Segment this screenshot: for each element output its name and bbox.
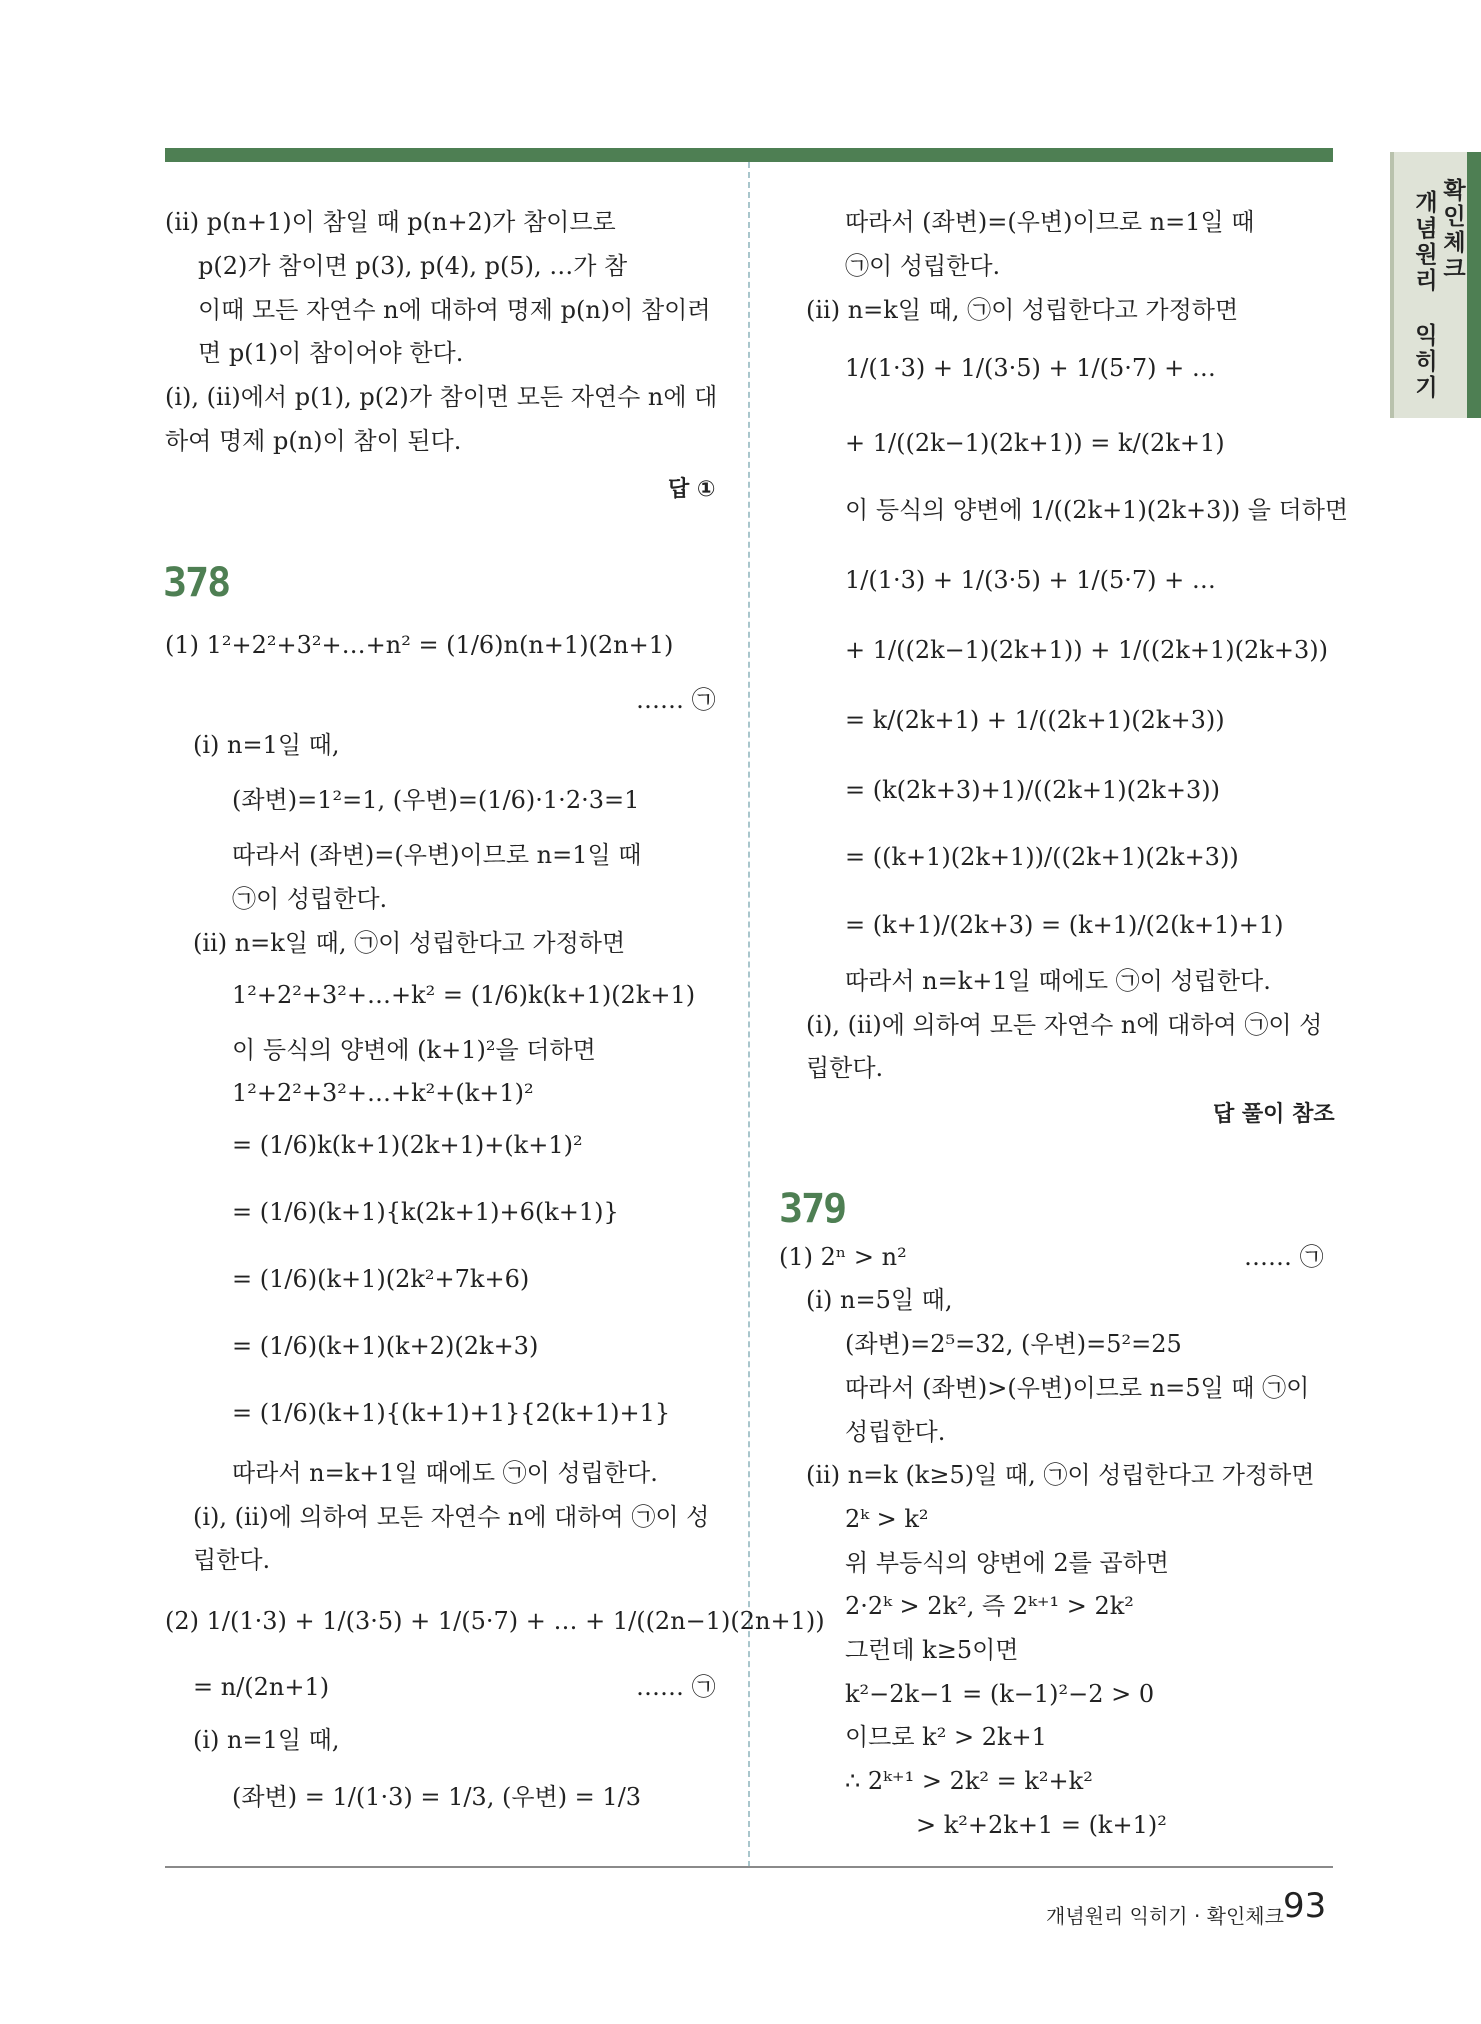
side-tab-main-label: 개념원리 익히기 (1411, 190, 1437, 401)
equation-line: 1²+2²+3²+…+k² = (1/6)k(k+1)(2k+1) (232, 981, 696, 1009)
equation-line: = (1/6)(k+1)(2k²+7k+6) (232, 1265, 530, 1293)
step-line: (ⅱ) n=k일 때, ㉠이 성립한다고 가정하면 (806, 296, 1239, 324)
equation-line: = (k+1)/(2k+3) = (k+1)/(2(k+1)+1) (845, 911, 1284, 939)
side-tab[interactable] (1390, 152, 1481, 418)
text-line: 그런데 k≥5이면 (845, 1636, 1019, 1664)
equation-line: = (1/6)(k+1){(k+1)+1}{2(k+1)+1} (232, 1399, 671, 1427)
text-line: ㉠이 성립한다. (232, 885, 388, 913)
equation-line: + 1/((2k−1)(2k+1)) = k/(2k+1) (845, 429, 1225, 457)
left-intro-line: p(2)가 참이면 p(3), p(4), p(5), …가 참 (198, 252, 628, 280)
equation-line: 1/(1·3) + 1/(3·5) + 1/(5·7) + … (845, 354, 1216, 382)
left-intro-line: 하여 명제 p(n)이 참이 된다. (165, 427, 462, 455)
text-line: 이 등식의 양변에 (k+1)²을 더하면 (232, 1036, 596, 1064)
side-tab-sub-label: 확인체크 (1439, 178, 1465, 282)
text-line: 따라서 (좌변)=(우변)이므로 n=1일 때 (232, 841, 642, 869)
equation-line: 1²+2²+3²+…+k²+(k+1)² (232, 1079, 534, 1107)
equation-line: > k²+2k+1 = (k+1)² (916, 1811, 1167, 1839)
equation-line: 2ᵏ > k² (845, 1505, 929, 1533)
bottom-rule (165, 1866, 1333, 1868)
problem-number: 379 (779, 1186, 846, 1232)
equation-tag: …… ㉠ (636, 1673, 716, 1701)
text-line: 립한다. (193, 1546, 271, 1574)
step-line: (ⅰ) n=1일 때, (193, 1726, 340, 1754)
equation-line: = (1/6)(k+1)(k+2)(2k+3) (232, 1332, 539, 1360)
problem-number: 378 (163, 560, 230, 606)
side-tab-stripe (1467, 152, 1481, 418)
answer-label: 답 풀이 참조 (1213, 1102, 1335, 1127)
text-line: 따라서 n=k+1일 때에도 ㉠이 성립한다. (232, 1459, 658, 1487)
answer-label: 답 ① (668, 477, 716, 502)
left-intro-line: (ⅱ) p(n+1)이 참일 때 p(n+2)가 참이므로 (165, 208, 616, 236)
equation-line: (좌변) = 1/(1·3) = 1/3, (우변) = 1/3 (232, 1783, 642, 1811)
equation-tag: …… ㉠ (1244, 1243, 1324, 1271)
equation-line: 1/(1·3) + 1/(3·5) + 1/(5·7) + … (845, 566, 1216, 594)
left-intro-line: (ⅰ), (ⅱ)에서 p(1), p(2)가 참이면 모든 자연수 n에 대 (165, 383, 718, 411)
equation-line: = k/(2k+1) + 1/((2k+1)(2k+3)) (845, 706, 1225, 734)
left-intro-line: 면 p(1)이 참이어야 한다. (198, 339, 464, 367)
equation-line: (좌변)=1²=1, (우변)=(1/6)·1·2·3=1 (232, 786, 640, 814)
text-line: 따라서 (좌변)>(우변)이므로 n=5일 때 ㉠이 (845, 1374, 1310, 1402)
equation-line: (좌변)=2⁵=32, (우변)=5²=25 (845, 1330, 1182, 1358)
text-line: 따라서 n=k+1일 때에도 ㉠이 성립한다. (845, 967, 1271, 995)
equation-line: ∴ 2ᵏ⁺¹ > 2k² = k²+k² (845, 1767, 1093, 1795)
step-line: (ⅱ) n=k (k≥5)일 때, ㉠이 성립한다고 가정하면 (806, 1461, 1315, 1489)
step-line: (ⅱ) n=k일 때, ㉠이 성립한다고 가정하면 (193, 929, 626, 957)
footer-label: 개념원리 익히기 · 확인체크 (1046, 1904, 1284, 1928)
equation-line: (1) 1²+2²+3²+…+n² = (1/6)n(n+1)(2n+1) (165, 631, 674, 659)
equation-line: = (1/6)(k+1){k(2k+1)+6(k+1)} (232, 1198, 619, 1226)
equation-tag: …… ㉠ (636, 686, 716, 714)
text-line: 위 부등식의 양변에 2를 곱하면 (845, 1549, 1169, 1577)
equation-line: = ((k+1)(2k+1))/((2k+1)(2k+3)) (845, 843, 1239, 871)
text-line: 립한다. (806, 1054, 884, 1082)
left-intro-line: 이때 모든 자연수 n에 대하여 명제 p(n)이 참이려 (198, 296, 711, 324)
top-rule (165, 148, 1333, 162)
step-line: (ⅰ) n=1일 때, (193, 731, 340, 759)
equation-line: k²−2k−1 = (k−1)²−2 > 0 (845, 1680, 1155, 1708)
text-line: 이 등식의 양변에 1/((2k+1)(2k+3)) 을 더하면 (845, 496, 1349, 524)
equation-line: = (k(2k+3)+1)/((2k+1)(2k+3)) (845, 776, 1220, 804)
equation-line: + 1/((2k−1)(2k+1)) + 1/((2k+1)(2k+3)) (845, 636, 1328, 664)
text-line: (ⅰ), (ⅱ)에 의하여 모든 자연수 n에 대하여 ㉠이 성 (806, 1011, 1323, 1039)
step-line: (ⅰ) n=5일 때, (806, 1286, 953, 1314)
text-line: ㉠이 성립한다. (845, 252, 1001, 280)
equation-line: = (1/6)k(k+1)(2k+1)+(k+1)² (232, 1131, 583, 1159)
text-line: 성립한다. (845, 1418, 946, 1446)
text-line: 따라서 (좌변)=(우변)이므로 n=1일 때 (845, 208, 1255, 236)
text-line: 이므로 k² > 2k+1 (845, 1723, 1047, 1751)
equation-line: 2·2ᵏ > 2k², 즉 2ᵏ⁺¹ > 2k² (845, 1592, 1134, 1620)
equation-line: (1) 2ⁿ > n² (779, 1243, 907, 1271)
page-number: 93 (1283, 1886, 1327, 1926)
text-line: (ⅰ), (ⅱ)에 의하여 모든 자연수 n에 대하여 ㉠이 성 (193, 1503, 710, 1531)
equation-line: (2) 1/(1·3) + 1/(3·5) + 1/(5·7) + … + 1/((2n−1)(2n+1)) (165, 1607, 825, 1635)
equation-line: = n/(2n+1) (193, 1673, 330, 1701)
